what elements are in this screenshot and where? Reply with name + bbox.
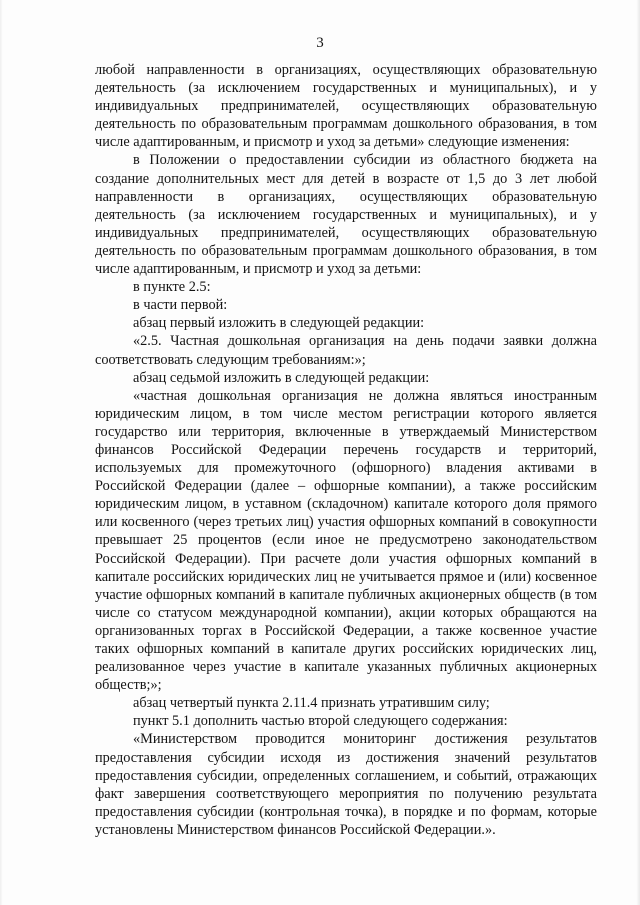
document-body — [95, 61, 597, 839]
paragraph-monitoring-text: «Министерством проводится мониторинг достижения результатов предоставления субсидии исходя из достижения значений результатов предоставления субсидии, определенных соглашением, и событий, отражающих факт завершения соответствующего мероприятия по получению результата предоставления субсидии (контрольная точка), в порядке и по формам, которые установлены Министерством финансов Российской Федерации.». — [95, 731, 597, 838]
paragraph-seventh-abzac-instruction: абзац седьмой изложить в следующей редакции: — [133, 369, 430, 386]
paragraph-clause-5-1-addition: пункт 5.1 дополнить частью второй следующего содержания: — [133, 713, 508, 730]
scan-edge-right — [636, 0, 640, 905]
scan-edge-left — [0, 0, 3, 905]
paragraph-clause-2-5: в пункте 2.5: — [133, 279, 211, 296]
paragraph-offshore-requirement: «частная дошкольная организация не должна являться иностранным юридическим лицом, в том числе местом регистрации которого является государство или территория, включенные в утверждаемый Министерством финансов Российской Федерации перечень государств и территорий, используемых для промежуточного (офшорного) владения активами в Российской Федерации (далее – офшорные компании), а также российским юридическим лицом, в уставном (складочном) капитале которого доля прямого или косвенного (через третьих лиц) участия офшорных компаний в совокупности превышает 25 процентов (если иное не предусмотрено законодательством Российской Федерации). При расчете доли участия офшорных компаний в капитале российских юридических лиц не учитывается прямое и (или) косвенное участие офшорных компаний в капитале публичных акционерных обществ (в том числе со статусом международной компании), акции которых обращаются на организованных торгах в Российской Федерации, а также косвенное участие таких офшорных компаний в капитале других российских юридических лиц, реализованное через участие в капитале указанных публичных акционерных обществ;»; — [95, 387, 597, 694]
paragraph-regulation-reference: в Положении о предоставлении субсидии из областного бюджета на создание дополнительных мест для детей в возрасте от 1,5 до 3 лет любой направленности в организациях, осуществляющих образовательную деятельность (за исключением государственных и муниципальных), и у индивидуальных предпринимателей, осуществляющих образовательную деятельность по образовательным программам дошкольного образования, в том числе адаптированным, и присмотр и уход за детьми: — [95, 152, 597, 278]
paragraph-part-one: в части первой: — [133, 297, 228, 314]
page-number: 3 — [316, 35, 324, 51]
paragraph-clause-2-5-new-text: «2.5. Частная дошкольная организация на день подачи заявки должна соответствовать следующим требованиям:»; — [95, 333, 597, 368]
paragraph-first-abzac-instruction: абзац первый изложить в следующей редакции: — [133, 315, 425, 332]
paragraph-intro-continuation: любой направленности в организациях, осуществляющих образовательную деятельность (за исключением государственных и муниципальных), и у индивидуальных предпринимателей, осуществляющих образовательную деятельность по образовательным программам дошкольного образования, в том числе адаптированным, и присмотр и уход за детьми» следующие изменения: — [95, 62, 597, 151]
paragraph-clause-2-11-4-repeal: абзац четвертый пункта 2.11.4 признать утратившим силу; — [133, 695, 490, 712]
